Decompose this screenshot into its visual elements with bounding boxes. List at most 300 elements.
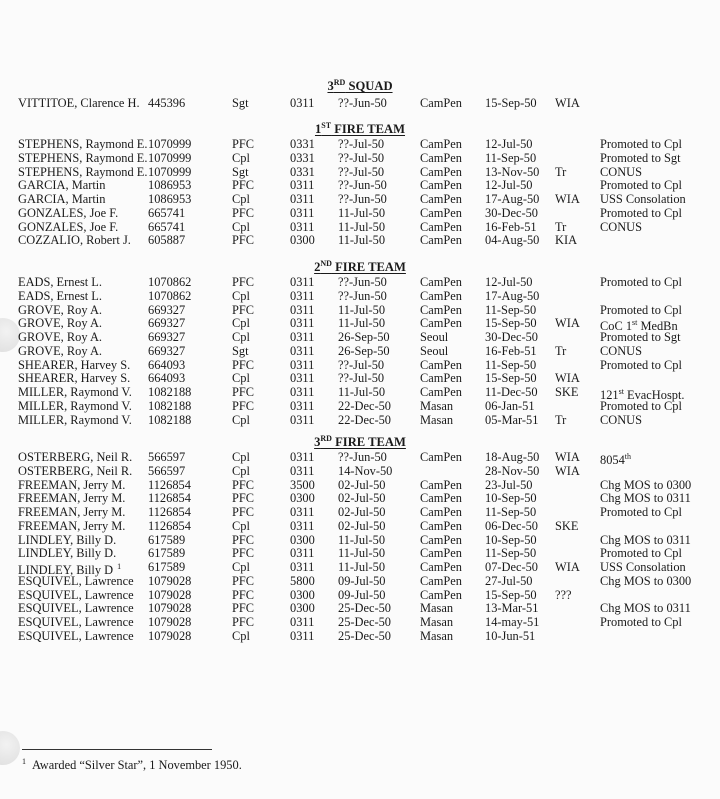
location-text: CamPen xyxy=(420,233,462,248)
location-text: CamPen xyxy=(420,357,462,372)
service-number xyxy=(148,615,191,629)
location xyxy=(420,450,462,464)
service-number xyxy=(148,560,185,574)
roster-row xyxy=(0,478,720,492)
soldier-name-text: SHEARER, Harvey S. xyxy=(18,371,131,386)
mos-text: 0311 xyxy=(290,398,315,413)
join-date xyxy=(338,178,387,192)
rank-text: Sgt xyxy=(232,96,249,110)
event-date xyxy=(485,303,536,317)
remarks xyxy=(600,137,682,151)
rank xyxy=(232,330,250,344)
service-number-text: 1126854 xyxy=(148,491,191,506)
soldier-name-text: FREEMAN, Jerry M. xyxy=(18,505,126,519)
location-text: CamPen xyxy=(420,518,462,533)
status-text: Tr xyxy=(555,219,567,234)
location xyxy=(420,491,462,505)
service-number xyxy=(148,151,191,165)
event-date-text: 28-Nov-50 xyxy=(485,463,540,478)
remarks-text: Promoted to Cpl xyxy=(600,615,682,629)
mos-text: 0300 xyxy=(290,587,315,602)
event-date-text: 12-Jul-50 xyxy=(485,137,533,151)
status xyxy=(555,464,580,478)
service-number-text: 1079028 xyxy=(148,615,192,629)
location xyxy=(420,615,453,629)
soldier-name xyxy=(18,546,116,560)
soldier-name-text: GONZALES, Joe F. xyxy=(18,219,119,234)
heading-label: SQUAD xyxy=(345,79,393,94)
mos-text: 0300 xyxy=(290,532,315,547)
location xyxy=(420,275,462,289)
location-text: CamPen xyxy=(420,560,462,574)
status xyxy=(555,588,572,602)
event-date xyxy=(485,96,537,110)
service-number xyxy=(148,275,191,289)
location xyxy=(420,344,448,358)
service-number-text: 669327 xyxy=(148,343,186,358)
remarks-text: Chg MOS to 0300 xyxy=(600,573,692,588)
event-date xyxy=(485,371,537,385)
service-number-text: 1082188 xyxy=(148,385,192,399)
rank xyxy=(232,601,254,615)
roster-row xyxy=(0,137,720,151)
service-number-text: 1079028 xyxy=(148,601,192,616)
join-date xyxy=(338,464,392,478)
remarks-text: Chg MOS to 0300 xyxy=(600,477,692,492)
join-date-text: 14-Nov-50 xyxy=(338,463,393,478)
location xyxy=(420,478,462,492)
mos xyxy=(290,546,314,560)
roster-row xyxy=(0,464,720,478)
service-number-text: 665741 xyxy=(148,205,186,220)
remarks xyxy=(600,413,642,427)
join-date-text: ??-Jul-50 xyxy=(338,371,385,386)
event-date xyxy=(485,615,539,629)
service-number-text: 1126854 xyxy=(148,505,191,519)
join-date xyxy=(338,546,385,560)
roster-row xyxy=(0,450,720,468)
location xyxy=(420,192,462,206)
soldier-name xyxy=(18,533,116,547)
rank xyxy=(232,505,254,519)
join-date-text: 11-Jul-50 xyxy=(338,560,386,574)
status-text: Tr xyxy=(555,343,567,358)
mos-text: 0311 xyxy=(290,219,315,234)
mos xyxy=(290,344,314,358)
mos xyxy=(290,289,314,303)
remarks xyxy=(600,330,681,344)
location-text: CamPen xyxy=(420,192,462,206)
status xyxy=(555,519,578,533)
location-text: Masan xyxy=(420,398,454,413)
soldier-name xyxy=(18,330,102,344)
status-text: SKE xyxy=(555,518,579,533)
rank xyxy=(232,96,249,110)
service-number xyxy=(148,629,191,643)
event-date-text: 15-Sep-50 xyxy=(485,587,537,602)
roster-row xyxy=(0,546,720,560)
rank xyxy=(232,178,254,192)
roster-row xyxy=(0,371,720,385)
rank-text: PFC xyxy=(232,398,255,413)
rank xyxy=(232,399,254,413)
join-date-text: ??-Jul-50 xyxy=(338,357,385,372)
join-date-text: 09-Jul-50 xyxy=(338,573,386,588)
heading-number: 2 xyxy=(314,260,321,275)
soldier-name-text: STEPHENS, Raymond E. xyxy=(18,137,148,151)
location-text: Masan xyxy=(420,615,454,629)
mos-text: 0311 xyxy=(290,628,315,643)
join-date-text: 02-Jul-50 xyxy=(338,491,386,506)
remarks-text: Promoted to Cpl xyxy=(600,546,682,561)
rank-text: Cpl xyxy=(232,219,250,234)
soldier-name-text: ESQUIVEL, Lawrence xyxy=(18,628,134,643)
event-date xyxy=(485,478,533,492)
mos xyxy=(290,601,315,615)
roster-row xyxy=(0,206,720,220)
mos xyxy=(290,371,314,385)
soldier-name xyxy=(18,615,134,629)
mos-text: 0300 xyxy=(290,601,315,616)
location-text: CamPen xyxy=(420,178,462,193)
service-number-text: 669327 xyxy=(148,330,186,344)
mos-text: 0311 xyxy=(290,96,315,110)
location-text: CamPen xyxy=(420,205,462,220)
join-date xyxy=(338,371,384,385)
join-date-text: 11-Jul-50 xyxy=(338,546,386,561)
join-date-text: 11-Jul-50 xyxy=(338,219,386,234)
event-date xyxy=(485,399,535,413)
soldier-name-text: EADS, Ernest L. xyxy=(18,275,102,289)
heading-ordinal: ND xyxy=(320,259,332,268)
rank xyxy=(232,303,254,317)
status xyxy=(555,344,566,358)
mos-text: 0311 xyxy=(290,463,315,478)
status xyxy=(555,192,580,206)
mos-text: 0311 xyxy=(290,546,315,561)
rank xyxy=(232,478,254,492)
event-date-text: 05-Mar-51 xyxy=(485,412,539,427)
remarks xyxy=(600,491,691,505)
remarks-suffix-text: EvacHospt. xyxy=(623,388,685,403)
mos xyxy=(290,464,314,478)
event-date xyxy=(485,206,538,220)
heading-ordinal: RD xyxy=(333,78,346,87)
rank-text: PFC xyxy=(232,477,255,492)
status xyxy=(555,165,566,179)
event-date-text: 17-Aug-50 xyxy=(485,288,540,303)
event-date xyxy=(485,588,537,602)
soldier-name xyxy=(18,303,102,317)
service-number xyxy=(148,478,191,492)
event-date xyxy=(485,165,539,179)
location-text: CamPen xyxy=(420,302,462,317)
join-date-text: ??-Jun-50 xyxy=(338,275,387,289)
event-date xyxy=(485,178,533,192)
join-date-text: ??-Jul-50 xyxy=(338,137,385,151)
service-number xyxy=(148,399,191,413)
event-date-text: 11-Sep-50 xyxy=(485,357,537,372)
remarks-text: 121 xyxy=(600,388,619,403)
soldier-name-text: LINDLEY, Billy D. xyxy=(18,532,117,547)
event-date xyxy=(485,464,539,478)
event-date xyxy=(485,519,538,533)
service-number xyxy=(148,601,191,615)
status xyxy=(555,385,578,399)
event-date-text: 11-Sep-50 xyxy=(485,302,537,317)
rank-text: PFC xyxy=(232,302,255,317)
status xyxy=(555,371,580,385)
location-text: CamPen xyxy=(420,316,462,331)
location xyxy=(420,206,462,220)
service-number-text: 1082188 xyxy=(148,412,192,427)
rank-text: PFC xyxy=(232,587,255,602)
remarks-text: Promoted to Sgt xyxy=(600,150,681,165)
join-date xyxy=(338,137,384,151)
mos xyxy=(290,330,314,344)
join-date xyxy=(338,588,386,602)
service-number xyxy=(148,358,185,372)
soldier-name-text: VITTITOE, Clarence H. xyxy=(18,96,140,110)
location xyxy=(420,178,462,192)
remarks-text: USS Consolation xyxy=(600,192,686,206)
service-number xyxy=(148,206,185,220)
ordinal-suffix: st xyxy=(632,318,638,328)
remarks xyxy=(600,615,682,629)
service-number-text: 1126854 xyxy=(148,477,191,492)
service-number xyxy=(148,546,185,560)
roster-row xyxy=(0,275,720,289)
join-date-text: 11-Jul-50 xyxy=(338,302,386,317)
soldier-name-text: STEPHENS, Raymond E. xyxy=(18,150,148,165)
soldier-name xyxy=(18,601,134,615)
ordinal-suffix: st xyxy=(618,387,624,396)
remarks xyxy=(600,574,691,588)
remarks xyxy=(600,533,691,547)
join-date xyxy=(338,344,390,358)
service-number-text: 617589 xyxy=(148,560,186,574)
rank-text: Sgt xyxy=(232,164,249,179)
soldier-name-text: FREEMAN, Jerry M. xyxy=(18,518,126,533)
event-date xyxy=(485,533,537,547)
mos xyxy=(290,413,314,427)
location-text: CamPen xyxy=(420,371,462,386)
remarks-text: 8054 xyxy=(600,453,625,468)
heading-ordinal: ST xyxy=(321,121,332,130)
rank-text: PFC xyxy=(232,546,255,561)
roster-row xyxy=(0,316,720,334)
section-heading-text xyxy=(314,435,406,449)
join-date xyxy=(338,289,387,303)
join-date xyxy=(338,560,385,574)
event-date xyxy=(485,629,535,643)
event-date xyxy=(485,413,538,427)
service-number xyxy=(148,289,191,303)
remarks-text: Promoted to Cpl xyxy=(600,178,682,193)
join-date xyxy=(338,358,384,372)
rank-text: PFC xyxy=(232,505,255,519)
join-date-text: 11-Jul-50 xyxy=(338,385,386,399)
mos xyxy=(290,137,315,151)
roster-row xyxy=(0,601,720,615)
mos-text: 0300 xyxy=(290,491,315,506)
mos-text: 0300 xyxy=(290,233,315,248)
mos xyxy=(290,165,315,179)
mos xyxy=(290,615,314,629)
roster-row xyxy=(0,303,720,317)
service-number-text: 665741 xyxy=(148,219,186,234)
location xyxy=(420,413,453,427)
service-number xyxy=(148,192,191,206)
location xyxy=(420,151,462,165)
service-number xyxy=(148,96,185,110)
soldier-name xyxy=(18,206,118,220)
soldier-name-text: ESQUIVEL, Lawrence xyxy=(18,573,134,588)
rank-text: Cpl xyxy=(232,150,250,165)
service-number xyxy=(148,588,191,602)
rank-text: Sgt xyxy=(232,343,249,358)
status-text: WIA xyxy=(555,371,580,386)
mos xyxy=(290,519,314,533)
remarks xyxy=(600,206,682,220)
remarks xyxy=(600,505,682,519)
rank xyxy=(232,192,250,206)
event-date-text: 12-Jul-50 xyxy=(485,178,533,193)
rank xyxy=(232,220,250,234)
section-heading-text xyxy=(327,79,392,93)
mos-text: 0311 xyxy=(290,178,315,193)
soldier-name xyxy=(18,478,125,492)
location-text: Seoul xyxy=(420,343,449,358)
location xyxy=(420,385,462,399)
service-number xyxy=(148,574,191,588)
rank-text: Cpl xyxy=(232,371,250,386)
join-date-text: ??-Jun-50 xyxy=(338,192,387,206)
join-date-text: 25-Dec-50 xyxy=(338,601,391,616)
footnote xyxy=(22,757,242,773)
mos-text: 3500 xyxy=(290,477,315,492)
join-date-text: ??-Jun-50 xyxy=(338,96,387,110)
soldier-name xyxy=(18,275,102,289)
rank-text: Cpl xyxy=(232,518,250,533)
mos-text: 0311 xyxy=(290,505,315,519)
section-heading-text xyxy=(315,122,405,136)
event-date xyxy=(485,220,537,234)
service-number xyxy=(148,371,185,385)
join-date xyxy=(338,192,387,206)
remarks xyxy=(600,151,681,165)
footnote-rule xyxy=(22,749,212,750)
rank-text: Cpl xyxy=(232,450,250,464)
mos xyxy=(290,560,314,574)
event-date-text: 27-Jul-50 xyxy=(485,573,533,588)
rank-text: PFC xyxy=(232,385,255,399)
join-date-text: ??-Jun-50 xyxy=(338,178,387,193)
rank xyxy=(232,137,254,151)
service-number xyxy=(148,533,185,547)
soldier-name xyxy=(18,588,134,602)
roster-row xyxy=(0,399,720,413)
mos xyxy=(290,533,315,547)
event-date-text: 10-Sep-50 xyxy=(485,532,537,547)
mos xyxy=(290,588,315,602)
mos-text: 0311 xyxy=(290,288,315,303)
location xyxy=(420,588,462,602)
remarks-text: Chg MOS to 0311 xyxy=(600,601,691,616)
rank-text: PFC xyxy=(232,137,255,151)
roster-row xyxy=(0,574,720,588)
join-date xyxy=(338,206,385,220)
join-date xyxy=(338,220,385,234)
join-date xyxy=(338,330,390,344)
location-text: CamPen xyxy=(420,275,462,289)
event-date-text: 30-Dec-50 xyxy=(485,205,538,220)
service-number xyxy=(148,303,185,317)
rank-text: Cpl xyxy=(232,330,250,344)
rank-text: PFC xyxy=(232,532,255,547)
mos-text: 0331 xyxy=(290,150,315,165)
status-text: WIA xyxy=(555,192,580,206)
section-heading xyxy=(0,78,720,94)
rank-text: PFC xyxy=(232,491,255,506)
roster-row xyxy=(0,615,720,629)
remarks-text: Promoted to Cpl xyxy=(600,275,682,289)
service-number-text: 1070999 xyxy=(148,150,192,165)
rank xyxy=(232,206,254,220)
service-number xyxy=(148,413,191,427)
service-number xyxy=(148,165,191,179)
rank xyxy=(232,588,254,602)
mos-text: 0311 xyxy=(290,192,315,206)
rank xyxy=(232,574,254,588)
location xyxy=(420,330,448,344)
location xyxy=(420,371,462,385)
roster-row xyxy=(0,519,720,533)
roster-row xyxy=(0,491,720,505)
service-number-text: 566597 xyxy=(148,463,186,478)
status-text: Tr xyxy=(555,164,567,179)
section-heading xyxy=(0,434,720,450)
event-date-text: 06-Dec-50 xyxy=(485,518,538,533)
service-number xyxy=(148,385,191,399)
soldier-name-text: ESQUIVEL, Lawrence xyxy=(18,601,134,616)
remarks-text: Promoted to Cpl xyxy=(600,357,682,372)
status-text: WIA xyxy=(555,463,580,478)
rank xyxy=(232,560,250,574)
soldier-name xyxy=(18,96,140,110)
mos xyxy=(290,385,314,399)
soldier-name-text: GROVE, Roy A. xyxy=(18,343,102,358)
location xyxy=(420,289,462,303)
event-date xyxy=(485,505,536,519)
location xyxy=(420,137,462,151)
remarks-text: CoC 1 xyxy=(600,319,633,334)
soldier-name-text: MILLER, Raymond V. xyxy=(18,412,132,427)
service-number-text: 445396 xyxy=(148,96,186,110)
join-date-text: 26-Sep-50 xyxy=(338,330,390,344)
event-date xyxy=(485,330,538,344)
rank-text: Cpl xyxy=(232,412,250,427)
soldier-name-text: FREEMAN, Jerry M. xyxy=(18,491,126,506)
rank-text: PFC xyxy=(232,601,255,616)
event-date-text: 13-Mar-51 xyxy=(485,601,539,616)
rank xyxy=(232,289,250,303)
service-number xyxy=(148,178,191,192)
event-date xyxy=(485,233,539,247)
soldier-name-text: MILLER, Raymond V. xyxy=(18,385,132,399)
mos xyxy=(290,96,314,110)
rank xyxy=(232,151,250,165)
